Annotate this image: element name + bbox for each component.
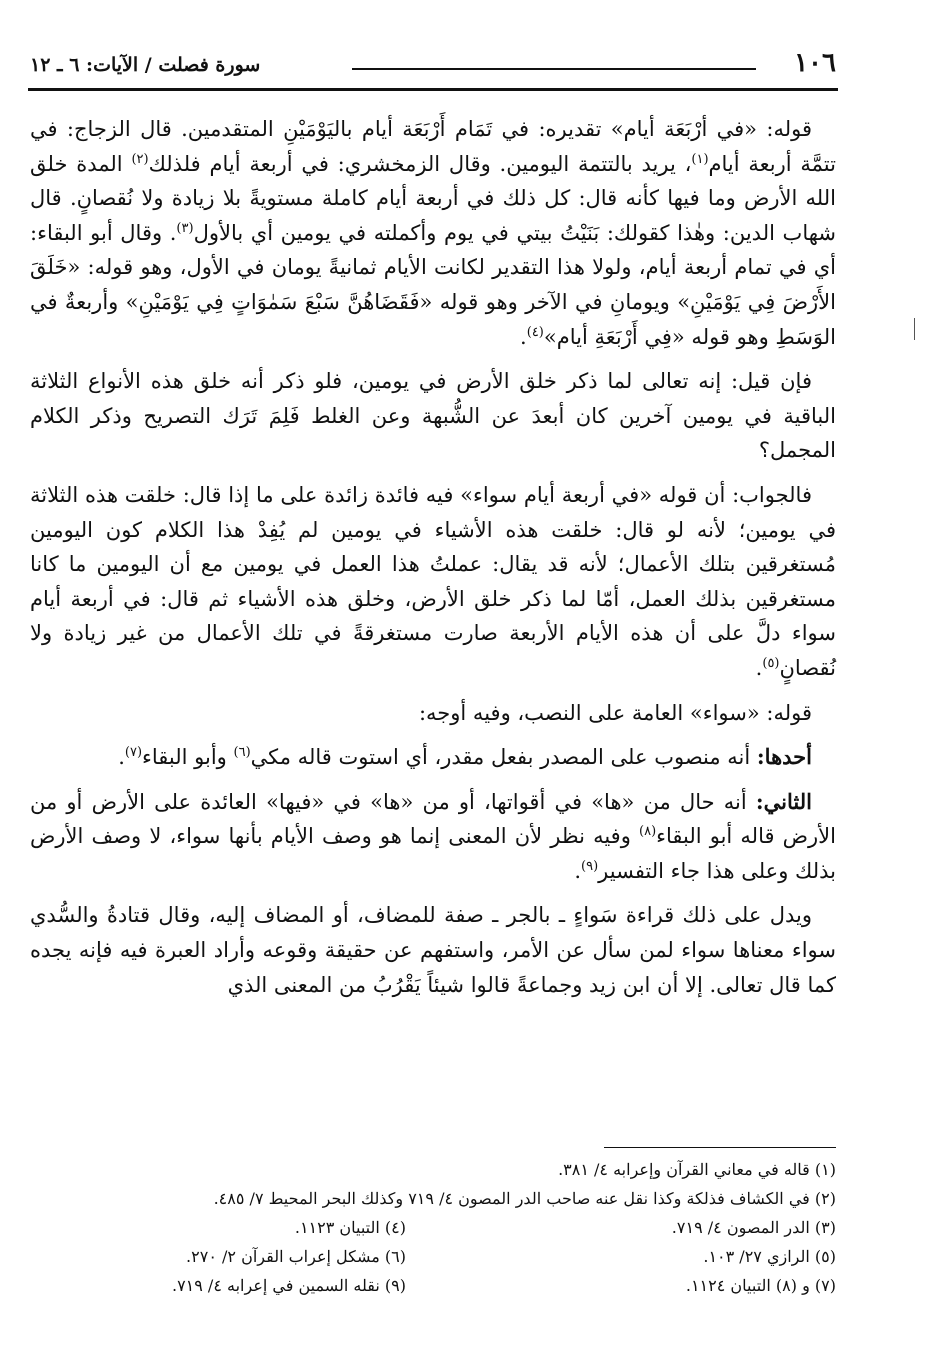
footnote-4: (٤) التبيان ١١٢٣. (294, 1218, 406, 1237)
footnote-row (30, 1271, 836, 1300)
header-dash-line (352, 68, 756, 70)
footnote-ref: (٩) (581, 858, 599, 874)
paragraph-lead: الثاني: (755, 788, 812, 814)
footnote-separator (604, 1147, 836, 1148)
paragraph-6: الثاني: أنه حال من «ها» في أقواتها، أو من «ها» في «فيها» العائدة على الأرض أو من الأرض قاله أبو البقاء$^{(٨)}$ وفيه نظر لأن المعنى إنما هو وصف الأيام بأنها سواء، لا وصف الأرض بذلك وعلى هذا جاء التفسير$^{(٩)}$. (30, 788, 836, 883)
footnote-ref: (١) (691, 151, 709, 167)
margin-scan-mark (914, 318, 915, 340)
paragraph-lead: أحدها: (756, 744, 812, 770)
page-number: ١٠٦ (794, 48, 836, 78)
main-text (30, 112, 836, 1012)
header-rule (28, 88, 838, 91)
footnote-ref: (٦) (233, 745, 251, 761)
footnote-5: (٥) الرازي ٢٧/ ١٠٣. (703, 1247, 836, 1266)
footnote-2: (٢) في الكشاف فذلكة وكذا نقل عنه صاحب الدر المصون ٤/ ٧١٩ وكذلك البحر المحيط ٧/ ٤٨٥. (213, 1189, 836, 1208)
page-header (30, 46, 836, 82)
footnote-ref: (٢) (131, 151, 149, 167)
paragraph-5: أحدها: أنه منصوب على المصدر بفعل مقدر، أي استوت قاله مكي$^{(٦)}$ وأبو البقاء$^{(٧)}$. (118, 744, 812, 770)
footnote-ref: (٧) (124, 745, 143, 761)
running-title: سورة فصلت / الآيات: ٦ ـ ١٢ (30, 54, 261, 76)
paragraph-4: قوله: «سواء» العامة على النصب، وفيه أوجه: (418, 700, 812, 725)
footnote-ref: (٥) (762, 655, 780, 671)
footnote-1: (١) قاله في معاني القرآن وإعرابه ٤/ ٣٨١. (558, 1160, 836, 1179)
footnote-row (30, 1213, 836, 1242)
paragraph-1: قوله: «في أرْبَعَة أيام» تقديره: في تَمَام أَرْبَعَة أيام باليَوْمَيْنِ المتقدمين. قال الزجاج: في تتمَّة أربعة أيام$^{(١)}$، يريد بالتتمة اليومين. وقال الزمخشري: في أربعة أيام فلذلك$^{(٢)}$ المدة خلق الله الأرض وما فيها كأنه قال: كل ذلك في أربعة أيام كاملة مستويةً بلا زيادة ولا نُقصانٍ. قال شهاب الدين: وهٰذا كقولك: بَنَيْتُ بيتي في يوم وأكملته في يومين أي بالأول$^{(٣)}$. وقال أبو البقاء: أي في تمام أربعة أيام، ولولا هذا التقدير لكانت الأيام ثمانيةً يومان في الأول، وهو قوله: «خَلَقَ الأَرْضَ فِي يَوْمَيْنِ» ويومانِ في الآخر وهو قوله «فَقَضَاهُنَّ سَبْعَ سَمٰوَاتٍ فِي يَوْمَيْنِ» وأربعةٌ في الوَسَطِ وهو قوله «فِي أَرْبَعَةِ أيام»$^{(٤)}$. (30, 117, 836, 349)
footnote-ref: (٤) (526, 324, 544, 340)
paragraph-3: فالجواب: أن قوله «في أربعة أيام سواء» فيه فائدة زائدة على ما إذا قال: خلقت هذه الثلاثة في يومين؛ لأنه لو قال: خلقت هذه الأشياء في يومين لم يُفِدْ هذا الكلام كون اليومين مُستغرقين بتلك الأعمال؛ لأنه قد يقال: عملتُ هذا العمل في يومين مع أن اليومين ما كانا مستغرقين بذلك العمل، أمّا لما ذكر خلق الأرض، وخلق هذه الأشياء ثم قال: في أربعة أيام سواء دلَّ على أن هذه الأيام الأربعة صارت مستغرقةً في تلك الأعمال من غير زيادة ولا نُقصانٍ$^{(٥)}$. (30, 482, 836, 680)
footnote-6: (٦) مشكل إعراب القرآن ٢/ ٢٧٠. (186, 1247, 406, 1266)
footnote-ref: (٨) (639, 824, 657, 840)
footnote-9: (٩) نقله السمين في إعرابه ٤/ ٧١٩. (171, 1276, 406, 1295)
paragraph-2: فإن قيل: إنه تعالى لما ذكر خلق الأرض في يومين، فلو ذكر أنه خلق هذه الأنواع الثلاثة الباقية في يومين آخرين كان أبعدَ عن الشُّبهة وعن الغلط فَلِمَ تَرَك التصريح وذكر الكلام المجمل؟ (30, 369, 836, 463)
footnote-row (30, 1242, 836, 1271)
footnote-7-8: (٧) و (٨) التبيان ١١٢٤. (685, 1276, 836, 1295)
footnote-3: (٣) الدر المصون ٤/ ٧١٩. (671, 1218, 836, 1237)
paragraph-7: ويدل على ذلك قراءة سَواءٍ ـ بالجر ـ صفة للمضاف، أو المضاف إليه، وقال قتادةُ والسُّدي سواء معناها سواء لمن سأل عن الأمر، واستفهم عن حقيقة وقوعه وأراد العبرة فيه فإنه يجده كما قال تعالى. إلا أن ابن زيد وجماعةً قالوا شيئاً يَقْرُبُ من المعنى الذي (30, 903, 836, 997)
footnotes (30, 1155, 836, 1300)
footnote-ref: (٣) (176, 220, 194, 236)
